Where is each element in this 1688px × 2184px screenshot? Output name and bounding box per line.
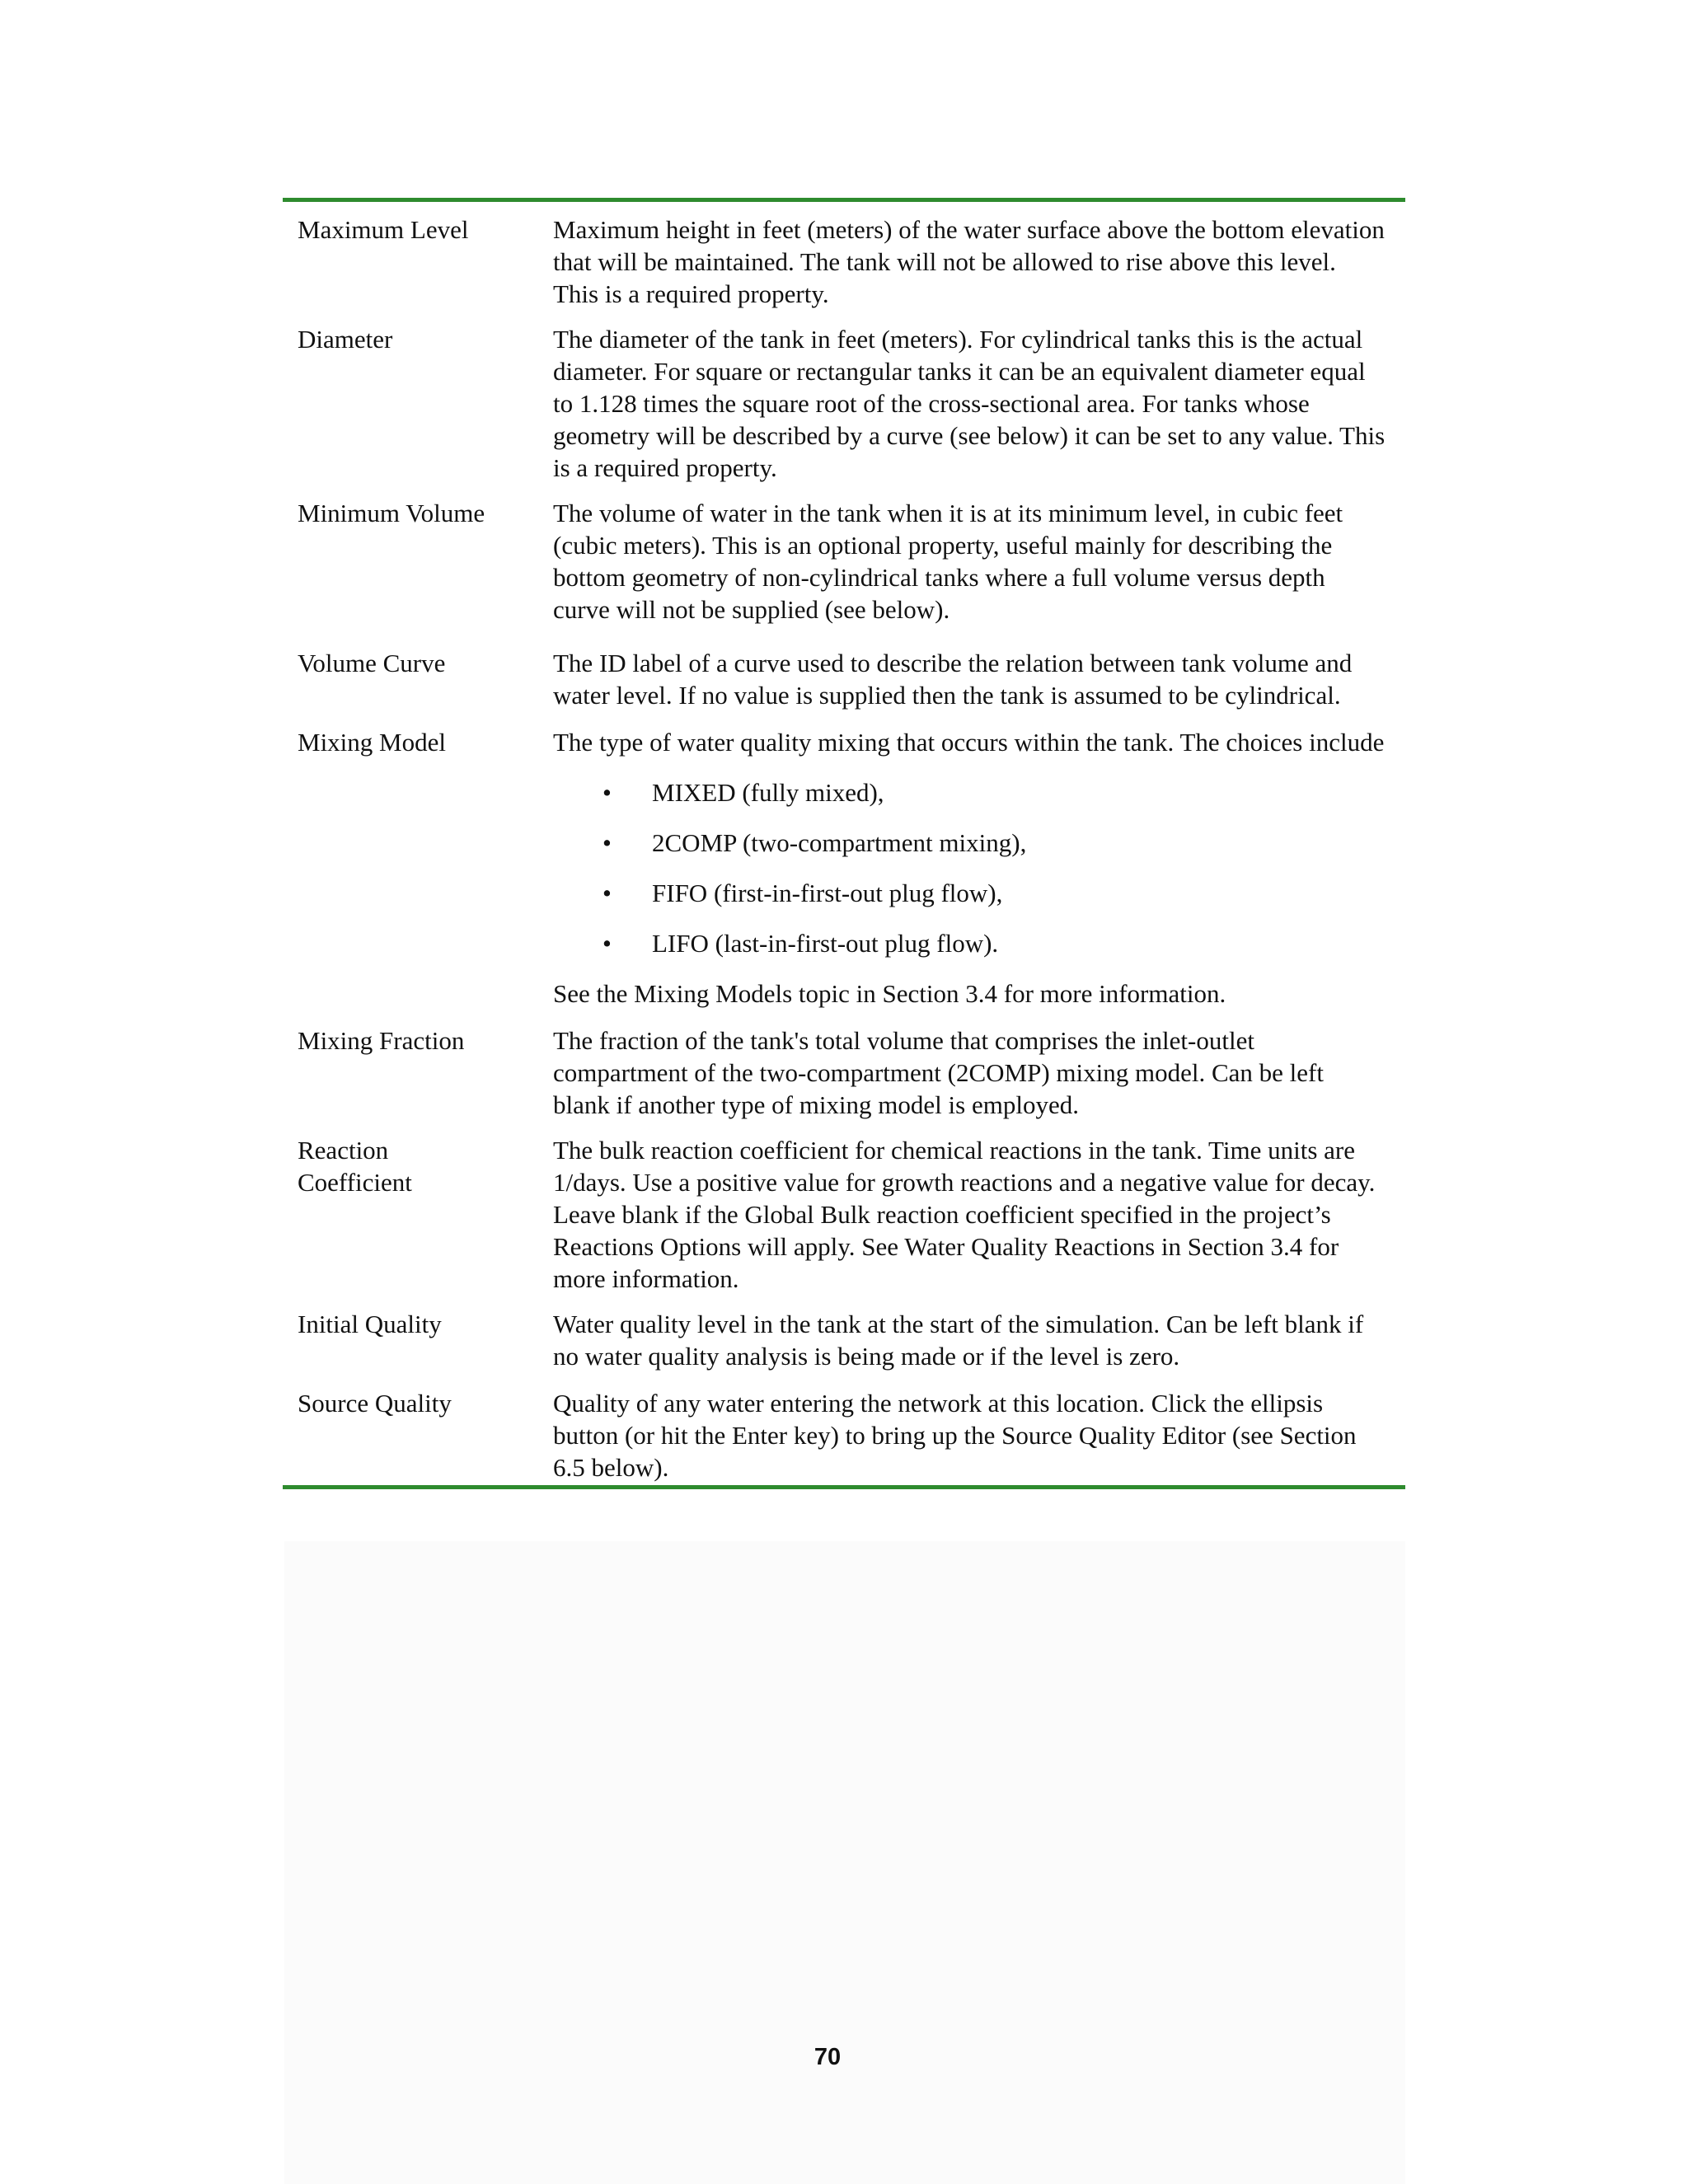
property-name: Minimum Volume [298,499,485,527]
property-description: The volume of water in the tank when it is at its minimum level, in cubic feet (cubic meters). This is an optional property, useful mainly for describing the bottom geometry of non-cylindrical tanks where a full volume versus depth curve will not be supplied (see below). [553,499,1343,624]
property-description: The bulk reaction coefficient for chemical reactions in the tank. Time units are 1/days. Use a positive value for growth reactions and a negative value for decay. Leave blank if the Global Bulk reaction coefficient specified in the project’s Reactions Options will apply. See Water Quality Reactions in Section 3.4 for more information. [553,1136,1376,1293]
property-name: Mixing Model [298,728,446,757]
list-item-text: 2COMP (two-compartment mixing), [652,828,1027,857]
property-description: The ID label of a curve used to describe the relation between tank volume and water level. If no value is supplied then the tank is assumed to be cylindrical. [553,649,1353,710]
bullet-icon: • [603,929,612,958]
property-name: Initial Quality [298,1310,442,1338]
table-row [283,1134,1405,1295]
bullet-icon: • [603,828,612,857]
mixing-model-note: See the Mixing Models topic in Section 3.4 for more information. [553,979,1226,1008]
tank-properties-table [283,198,1405,1489]
property-description: Maximum height in feet (meters) of the water surface above the bottom elevation that will be maintained. The tank will not be allowed to rise above this level. This is a required property. [553,215,1385,308]
property-name: Diameter [298,325,393,354]
table-row [283,497,1405,626]
table-row [283,647,1405,711]
property-description: The diameter of the tank in feet (meters). For cylindrical tanks this is the actual diameter. For square or rectangular tanks it can be an equivalent diameter equal to 1.128 times the square root of the cross-sectional area. For tanks whose geometry will be described by a curve (see below) it can be set to any value. This is a required property. [553,325,1386,482]
property-name: Maximum Level [298,215,469,244]
table-row [283,1387,1405,1483]
property-name: Mixing Fraction [298,1026,465,1055]
table-row [283,726,1405,1010]
list-item-text: LIFO (last-in-first-out plug flow). [652,929,999,958]
property-name: Volume Curve [298,649,446,677]
list-item [553,927,1386,959]
mixing-model-choices [553,776,1386,959]
table-row [283,1024,1405,1121]
page-number: 70 [814,2044,842,2070]
table-row [283,323,1405,484]
table-row [283,213,1405,310]
property-description: Water quality level in the tank at the start of the simulation. Can be left blank if no water quality analysis is being made or if the level is zero. [553,1310,1364,1371]
table-row [283,1308,1405,1372]
bullet-icon: • [603,879,612,907]
property-description: Quality of any water entering the network at this location. Click the ellipsis button (or hit the Enter key) to bring up the Source Quality Editor (see Section 6.5 below). [553,1389,1357,1482]
list-item [553,827,1386,859]
property-name: Reaction Coefficient [298,1136,412,1197]
list-item-text: FIFO (first-in-first-out plug flow), [652,879,1003,907]
property-description [553,726,1386,1010]
list-item-text: MIXED (fully mixed), [652,778,884,807]
list-item [553,877,1386,909]
mixing-model-intro: The type of water quality mixing that occurs within the tank. The choices include [553,728,1385,757]
page-background [284,1541,1405,2184]
property-description: The fraction of the tank's total volume that comprises the inlet-outlet compartment of the two-compartment (2COMP) mixing model. Can be left blank if another type of mixing model is employed. [553,1026,1324,1119]
property-name: Source Quality [298,1389,452,1418]
list-item [553,776,1386,808]
bullet-icon: • [603,778,612,807]
